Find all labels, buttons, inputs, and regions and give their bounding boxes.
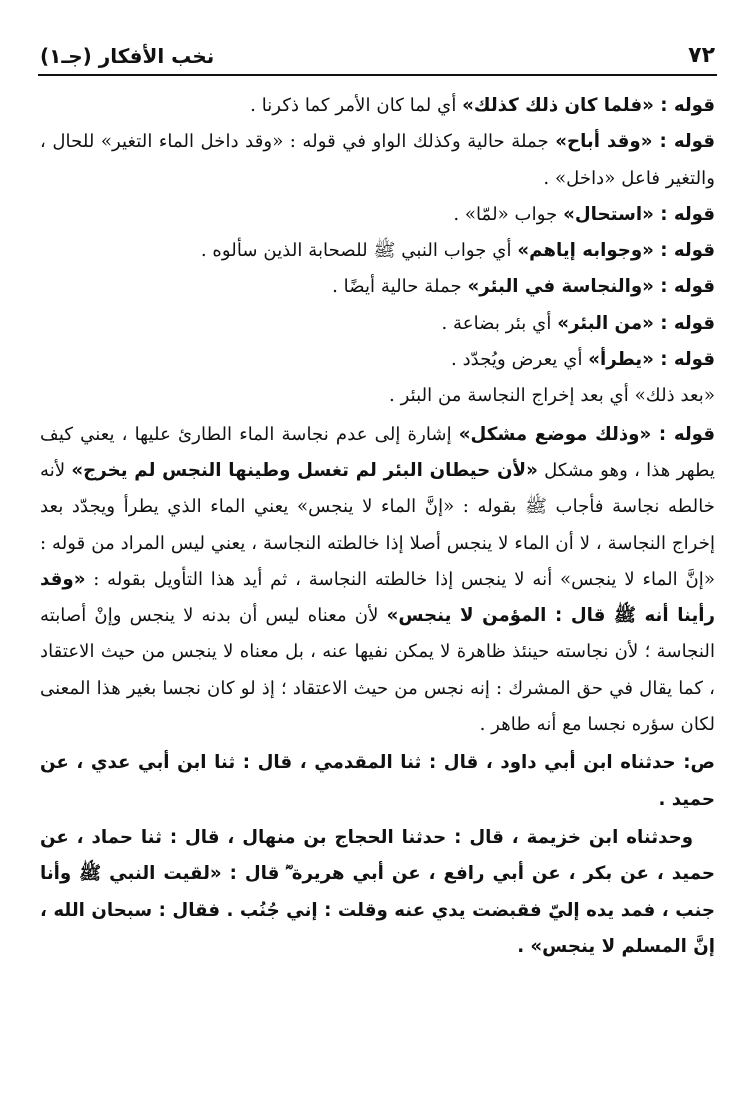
bold-phrase: «استحال» — [563, 203, 654, 225]
text-run: أي جواب النبي ﷺ للصحابة الذين سألوه . — [200, 240, 518, 262]
bold-phrase: «وقد أباح» — [555, 131, 653, 153]
commentary-line-8 — [40, 378, 715, 414]
bold-phrase: «والنجاسة في البئر» — [467, 276, 654, 298]
text-run: أي لما كان الأمر كما ذكرنا . — [250, 95, 463, 116]
hadith-paragraph — [40, 820, 715, 965]
bold-phrase: «فلما كان ذلك كذلك» — [462, 95, 654, 116]
sanad-line — [40, 745, 715, 818]
commentary-line-1 — [40, 88, 715, 124]
bold-phrase: «يطرأ» — [588, 349, 654, 371]
text-run: لأن معناه ليس أن بدنه لا ينجس وإنْ أصابته النجاسة ؛ لأن نجاسته حينئذ ظاهرة لا يمكن نفيها عنه ، بل معناه لا ينجس من حيث الاعتقاد ، كما يقال في حق المشرك : إنه نجس من حيث الاعتقاد ؛ إذ لو كان نجسا بغير هذا المعنى لكان سؤره نجسا مع أنه طاهر . — [40, 605, 715, 736]
page-number: ٧٢ — [688, 43, 715, 68]
bold-phrase: «من البئر» — [557, 312, 654, 334]
commentary-line-2 — [40, 124, 715, 197]
bold-phrase: قوله : — [653, 349, 715, 371]
text-run: جواب «لمّا» . — [453, 203, 564, 225]
commentary-line-4 — [40, 233, 715, 269]
bold-phrase: قوله : — [653, 203, 715, 225]
text-run: إشارة إلى عدم نجاسة الماء الطارئ عليها ، يعني كيف يطهر هذا ، وهو مشكل — [40, 423, 715, 481]
text-run: جملة حالية أيضًا . — [332, 276, 468, 298]
page-body — [40, 88, 715, 965]
bold-phrase: قوله : — [651, 423, 715, 445]
bold-phrase: «وقد رأينا أنه ﷺ قال : المؤمن لا ينجس» — [40, 568, 715, 627]
bold-phrase: ص: حدثناه ابن أبي داود ، قال : ثنا المقدمي ، قال : ثنا ابن أبي عدي ، عن حميد . — [40, 752, 715, 810]
page-header — [40, 28, 715, 68]
text-run: أي يعرض ويُجدّد . — [451, 349, 589, 371]
bold-phrase: «وذلك موضع مشكل» — [458, 423, 652, 445]
commentary-line-3 — [40, 197, 715, 233]
text-run: أي بئر بضاعة . — [441, 312, 558, 334]
bold-phrase: قوله : — [652, 131, 715, 153]
text-run: لأنه خالطه نجاسة فأجاب ﷺ بقوله : «إنَّ الماء لا ينجس» يعني الماء الذي يطرأ ويجدّد بعد إخراج النجاسة ، لا أن الماء لا ينجس أصلا إذا خالطته النجاسة ، يعني ليس المراد من قوله : «إنَّ الماء لا ينجس» أنه لا ينجس إذا خالطته النجاسة ، ثم أيد هذا التأويل بقوله : — [40, 459, 715, 590]
commentary-line-6 — [40, 306, 715, 342]
text-run: «بعد ذلك» أي بعد إخراج النجاسة من البئر . — [389, 385, 715, 407]
commentary-paragraph-9 — [40, 417, 715, 744]
running-title: نخب الأفكار (جـ١) — [40, 44, 215, 68]
bold-phrase: قوله : — [653, 95, 715, 116]
commentary-line-7 — [40, 342, 715, 378]
bold-phrase: قوله : — [653, 312, 715, 334]
bold-phrase: «لأن حيطان البئر لم تغسل وطينها النجس لم يخرج» — [71, 459, 538, 481]
commentary-line-5 — [40, 269, 715, 305]
header-rule — [38, 74, 717, 76]
bold-phrase: قوله : — [653, 276, 715, 298]
text-run: جملة حالية وكذلك الواو في قوله : «وقد داخل الماء التغير» للحال ، والتغير فاعل «داخل» . — [40, 131, 715, 189]
bold-phrase: «وجوابه إياهم» — [517, 240, 654, 262]
bold-phrase: وحدثناه ابن خزيمة ، قال : حدثنا الحجاج بن منهال ، قال : ثنا حماد ، عن حميد ، عن بكر ، عن أبي رافع ، عن أبي هريرة ؓ قال : «لقيت النبي ﷺ وأنا جنب ، فمد يده إليّ فقبضت يدي عنه وقلت : إني جُنُب . فقال : سبحان الله ، إنَّ المسلم لا ينجس» . — [40, 826, 715, 957]
bold-phrase: قوله : — [653, 240, 715, 262]
